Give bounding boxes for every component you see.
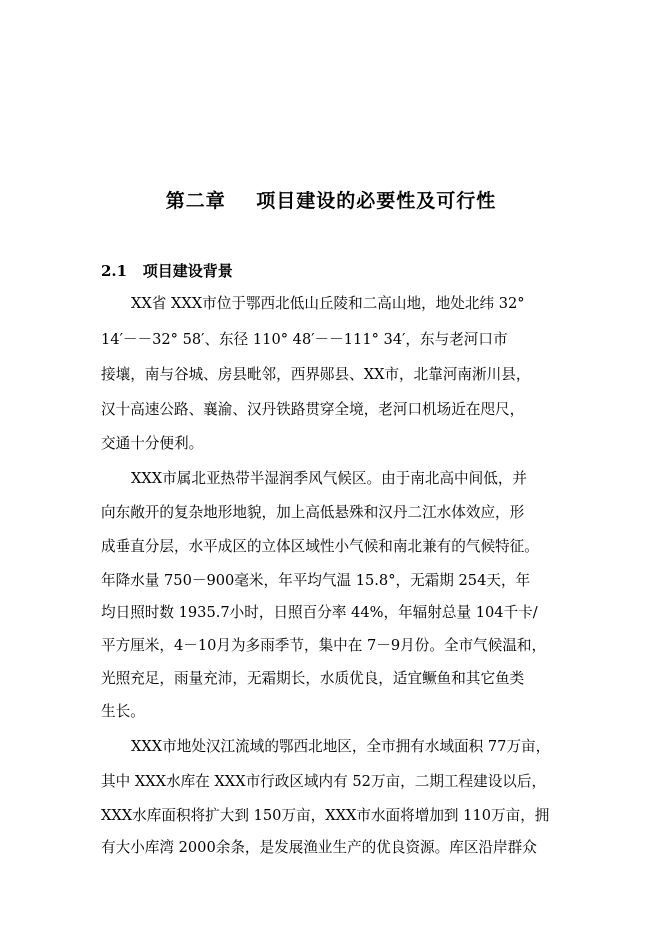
- paragraph-line: 接壤，南与谷城、房县毗邻，西界郧县、XX市，北靠河南淅川县，: [101, 366, 531, 383]
- paragraph-line: 均日照时数 1935.7小时，日照百分率 44%，年辐射总量 104千卡/: [101, 604, 538, 621]
- paragraph-line: 生长。: [101, 703, 145, 720]
- paragraph-line: XXX市地处汉江流域的鄂西北地区，全市拥有水域面积 77万亩，: [131, 738, 551, 755]
- paragraph-line: 成垂直分层，水平成区的立体区域性小气候和南北兼有的气候特征。: [101, 538, 539, 555]
- paragraph-line: 向东敞开的复杂地形地貌，加上高低悬殊和汉丹二江水体效应，形: [101, 504, 525, 521]
- paragraph-line: 汉十高速公路、襄渝、汉丹铁路贯穿全境，老河口机场近在咫尺，: [101, 401, 525, 418]
- paragraph-line: 其中 XXX水库在 XXX市行政区域内有 52万亩，二期工程建设以后，: [101, 773, 547, 790]
- paragraph-line: XXX水库面积将扩大到 150万亩，XXX市水面将增加到 110万亩，拥: [101, 807, 550, 824]
- paragraph-line: XX省 XXX市位于鄂西北低山丘陵和二高山地，地处北纬 32°: [131, 295, 525, 312]
- paragraph-line: 平方厘米，4－10月为多雨季节，集中在 7－9月份。全市气候温和，: [101, 637, 547, 654]
- paragraph-line: 有大小库湾 2000余条，是发展渔业生产的优良资源。库区沿岸群众: [101, 839, 537, 856]
- paragraph-line: 交通十分便利。: [101, 435, 204, 452]
- chapter-title: 第二章 项目建设的必要性及可行性: [165, 190, 497, 212]
- section-heading: 2.1 项目建设背景: [101, 262, 233, 280]
- paragraph-line: XXX市属北亚热带半湿润季风气候区。由于南北高中间低，并: [131, 470, 528, 487]
- paragraph-line: 光照充足，雨量充沛，无霜期长，水质优良，适宜鳜鱼和其它鱼类: [101, 670, 525, 687]
- paragraph-line: 年降水量 750－900毫米，年平均气温 15.8°，无霜期 254天，年: [101, 572, 531, 589]
- paragraph-line: 14′－－32° 58′、东径 110° 48′－－111° 34′，东与老河口市: [101, 331, 508, 348]
